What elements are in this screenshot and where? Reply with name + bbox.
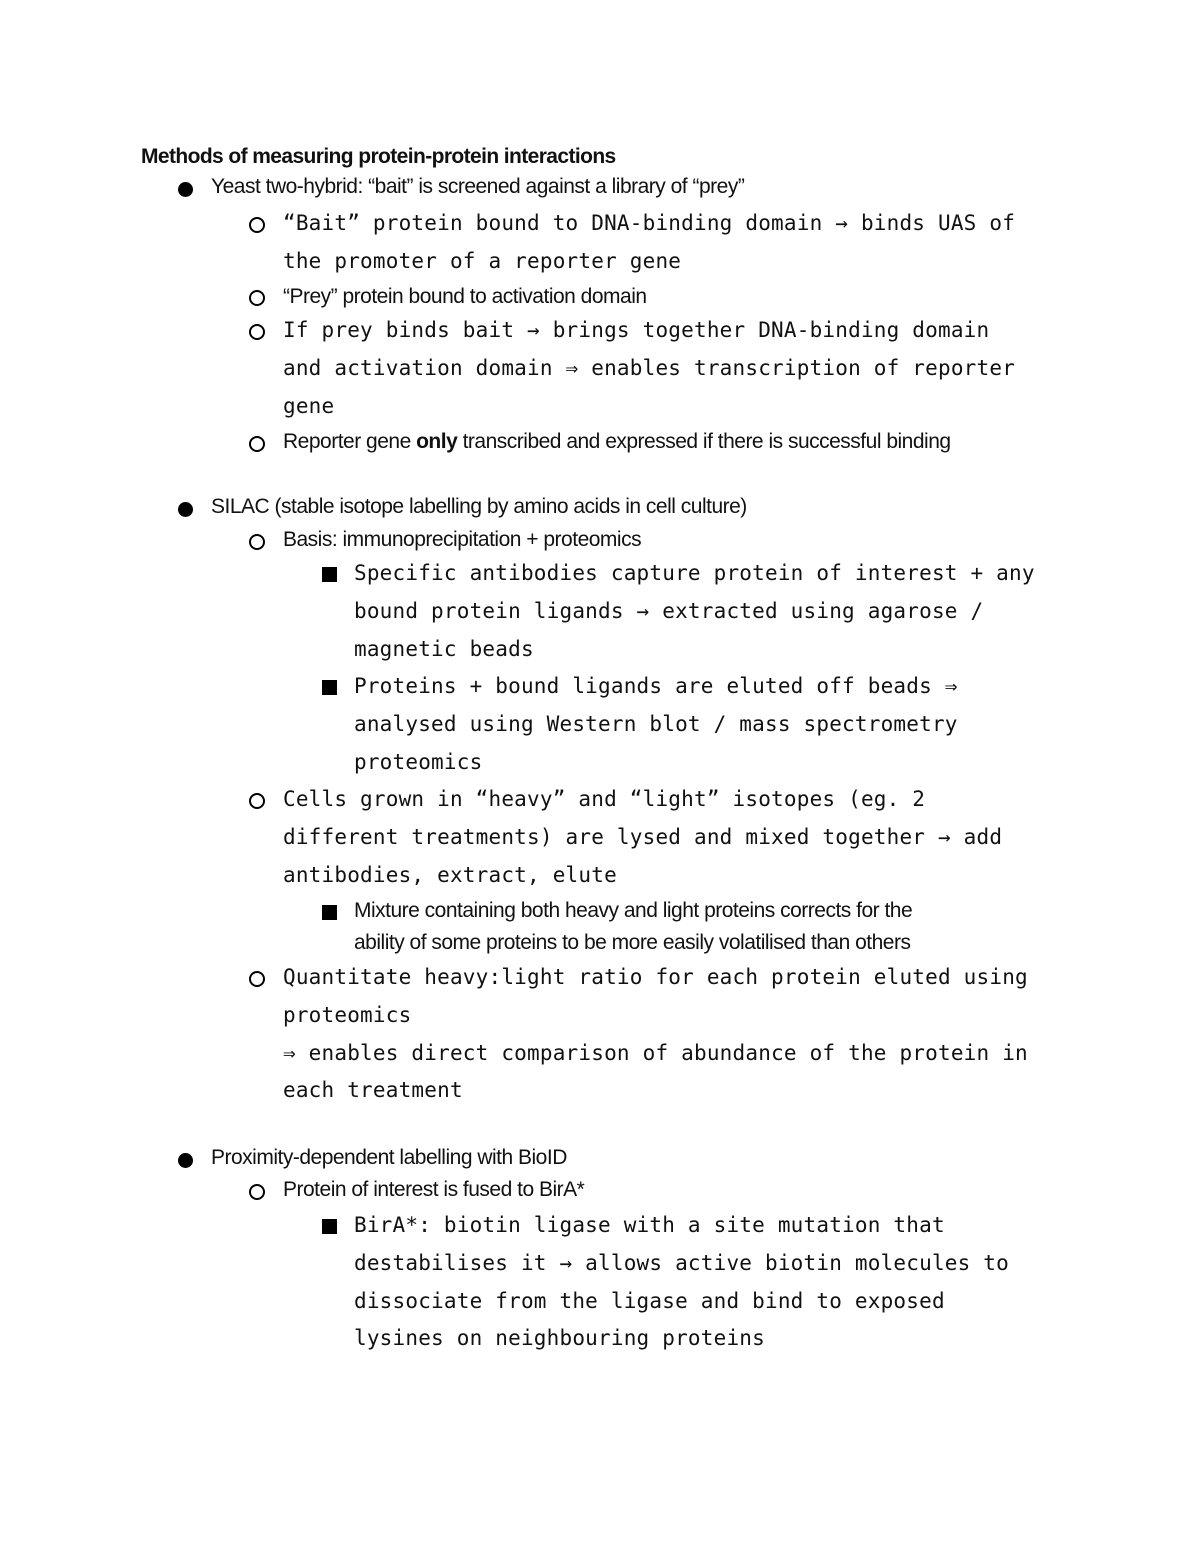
list-item-line: gene	[283, 394, 335, 418]
bullet-circle-icon	[249, 324, 265, 340]
list-item-line: ability of some proteins to be more easily volatilised than others	[354, 931, 911, 954]
bullet-square-icon	[322, 905, 337, 920]
section-heading-bioid: Proximity-dependent labelling with BioID	[211, 1146, 567, 1169]
bullet-circle-icon	[249, 290, 265, 306]
list-item-line: Basis: immunoprecipitation + proteomics	[283, 528, 642, 551]
section-heading-yeast-two-hybrid: Yeast two-hybrid: “bait” is screened against a library of “prey”	[211, 175, 745, 198]
list-item-line: destabilises it → allows active biotin molecules to	[354, 1251, 1009, 1275]
section-heading-silac: SILAC (stable isotope labelling by amino acids in cell culture)	[211, 495, 747, 518]
list-item-line: different treatments) are lysed and mixed together → add	[283, 825, 1003, 849]
list-item-line: BirA*: biotin ligase with a site mutation that	[354, 1213, 945, 1237]
list-item-line: proteomics	[283, 1003, 412, 1027]
bullet-circle-icon	[249, 971, 265, 987]
bullet-disc-icon	[178, 182, 193, 197]
list-item-line: Quantitate heavy:light ratio for each protein eluted using	[283, 965, 1028, 989]
document-title: Methods of measuring protein-protein interactions	[141, 145, 616, 168]
list-item-reporter-gene	[283, 426, 951, 458]
bullet-circle-icon	[249, 793, 265, 809]
list-item-line: and activation domain ⇒ enables transcription of reporter	[283, 356, 1016, 380]
list-item-line: dissociate from the ligase and bind to exposed	[354, 1289, 945, 1313]
bullet-circle-icon	[249, 534, 265, 550]
bullet-disc-icon	[178, 502, 193, 517]
list-item-line: antibodies, extract, elute	[283, 863, 617, 887]
list-item-line: Cells grown in “heavy” and “light” isotopes (eg. 2	[283, 787, 926, 811]
list-item-line: bound protein ligands → extracted using agarose /	[354, 599, 984, 623]
list-item-line: Mixture containing both heavy and light proteins corrects for the	[354, 899, 913, 922]
list-item-line: proteomics	[354, 750, 483, 774]
emphasis-text: only	[416, 430, 458, 453]
bullet-circle-icon	[249, 436, 265, 452]
list-item-text: Reporter gene	[283, 430, 417, 453]
list-item-line: the promoter of a reporter gene	[283, 249, 682, 273]
list-item-line: If prey binds bait → brings together DNA-binding domain	[283, 318, 990, 342]
list-item-text: transcribed and expressed if there is successful binding	[457, 430, 951, 453]
list-item-line: Specific antibodies capture protein of interest + any	[354, 561, 1035, 585]
list-item-line: “Prey” protein bound to activation domain	[283, 285, 647, 308]
list-item-line: Proteins + bound ligands are eluted off beads ⇒	[354, 674, 958, 698]
bullet-disc-icon	[178, 1153, 193, 1168]
bullet-circle-icon	[249, 217, 265, 233]
bullet-square-icon	[322, 567, 337, 582]
list-item-line: Protein of interest is fused to BirA*	[283, 1178, 585, 1201]
list-item-line: ⇒ enables direct comparison of abundance of the protein in	[283, 1041, 1028, 1065]
list-item-line: analysed using Western blot / mass spectrometry	[354, 712, 958, 736]
list-item-line: each treatment	[283, 1078, 463, 1102]
bullet-square-icon	[322, 680, 337, 695]
bullet-circle-icon	[249, 1184, 265, 1200]
list-item-line: “Bait” protein bound to DNA-binding domain → binds UAS of	[283, 211, 1016, 235]
list-item-line: lysines on neighbouring proteins	[354, 1326, 765, 1350]
bullet-square-icon	[322, 1219, 337, 1234]
list-item-line: magnetic beads	[354, 637, 534, 661]
